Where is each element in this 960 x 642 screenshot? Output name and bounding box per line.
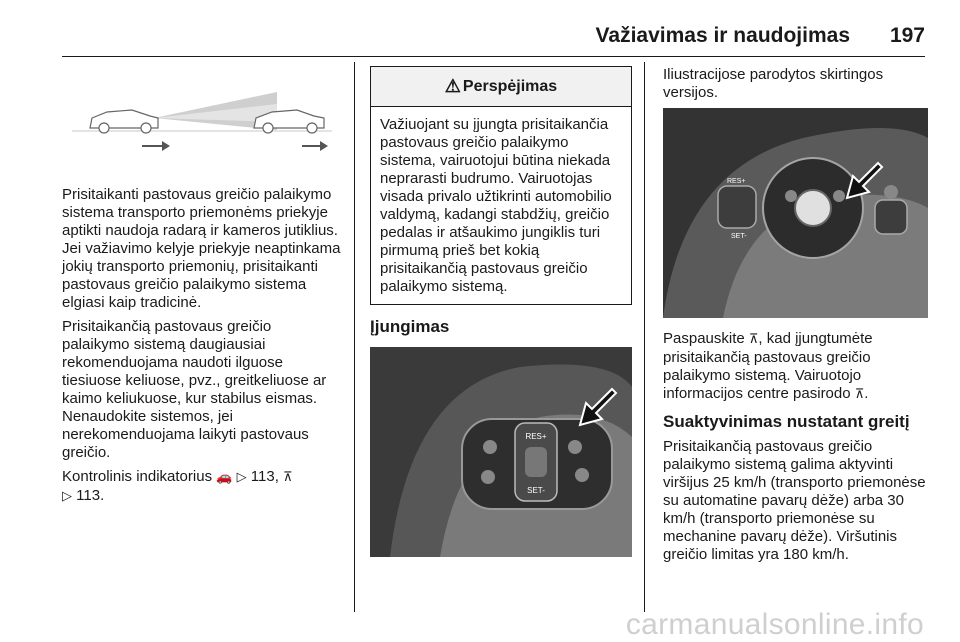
column-divider-left xyxy=(354,62,355,612)
warning-text: Važiuojant su įjungta prisitaikančia pastovaus greičio palaikymo sistema, vairuotojui būtina niekada neprarasti budrumo. Vairuotojas visada privalo užtikrinti automobilio valdymą, kadangi stabdžių, greičio pedalas ir atšaukimo jungiklis turi pirmumą prieš bet kokią prisitaikančią pastovaus greičio palaikymo sistemą. xyxy=(380,116,612,295)
reference-page-1[interactable]: 113 xyxy=(250,468,275,485)
press-text-1: Paspauskite xyxy=(663,330,745,347)
acc-button-icon: ⊼ xyxy=(748,332,759,347)
paragraph-press xyxy=(663,330,928,404)
section-title-activation: Įjungimas xyxy=(370,317,450,336)
wheel-res-label: RES+ xyxy=(525,432,547,441)
page-header xyxy=(0,0,960,60)
page-title: Važiavimas ir naudojimas xyxy=(595,24,850,47)
reference-page-2[interactable]: 113 xyxy=(76,487,101,504)
header-rule xyxy=(62,56,925,57)
steering-wheel-controls-illustration xyxy=(370,347,632,557)
column-2 xyxy=(370,66,632,557)
car-indicator-icon: 🚗 xyxy=(216,470,233,485)
steering-wheel-round-controls-illustration xyxy=(663,108,928,318)
paragraph-versions: Iliustracijose parodytos skirtingos versijos. xyxy=(663,66,884,101)
reference-arrow-icon: ▷ xyxy=(236,470,247,485)
indicator-text: Kontrolinis indikatorius xyxy=(62,468,213,485)
wheel-set-label: SET- xyxy=(527,486,545,495)
paragraph-activation-speed: Prisitaikančią pastovaus greičio palaikymo sistemą galima aktyvinti viršijus 25 km/h (transporto priemonėse su automatine pavarų dėže) arba 30 km/h (transporto priemonėse su mechanine pavarų dėže). Viršutinis greičio limitas yra 180 km/h. xyxy=(663,438,926,563)
page-number: 197 xyxy=(889,24,925,47)
radar-distance-figure xyxy=(62,66,342,176)
paragraph-intro: Prisitaikanti pastovaus greičio palaikymo sistema transporto priemonėms priekyje aptikti naudoja radarą ir kameros jutiklius. Jei važiavimo kelyje priekyje neaptinkama jokių transporto priemonių, prisitaikanti pastovaus greičio palaikymo sistema elgiasi kaip tradicinė. xyxy=(62,186,341,311)
reference-arrow-icon-2: ▷ xyxy=(62,489,72,504)
steering-wheel-round-figure xyxy=(663,108,928,318)
watermark-url: carmanualsonline.info xyxy=(625,608,924,641)
column-divider-right xyxy=(644,62,645,612)
paragraph-recommendation: Prisitaikančią pastovaus greičio palaikymo sistemą daugiausiai rekomenduojama naudoti ilguose tiesiuose keliuose, pvz., greitkeliuose ar kaimo keliukuose, kur stabilus eismas. Nenaudokite sistemos, jei nerekomenduojama laikyti pastovaus greičio. xyxy=(62,318,327,461)
section-title-speed: Suaktyvinimas nustatant greitį xyxy=(663,412,910,431)
wheel2-res-label: RES+ xyxy=(727,178,746,185)
acc-indicator-icon-2: ⊼ xyxy=(854,387,865,402)
warning-title: Perspėjimas xyxy=(462,77,558,95)
radar-distance-illustration xyxy=(62,66,342,176)
column-1 xyxy=(62,66,342,512)
acc-indicator-icon: ⊼ xyxy=(283,470,293,485)
column-3 xyxy=(663,66,928,570)
warning-header xyxy=(371,67,631,107)
wheel2-set-label: SET- xyxy=(731,233,747,240)
press-text-2: , kad įjungtumėte prisitaikančią pastovaus greičio palaikymo sistemą. Vairuotojo informacijos centre pasirodo xyxy=(663,330,873,402)
paragraph-indicator: Kontrolinis indikatorius 🚗 ▷ 113, ⊼ ▷ 113. xyxy=(62,468,293,504)
steering-wheel-figure xyxy=(370,347,632,557)
press-text-3: . xyxy=(864,385,869,402)
warning-box xyxy=(370,66,632,305)
warning-triangle-icon: ⚠ xyxy=(444,76,461,96)
